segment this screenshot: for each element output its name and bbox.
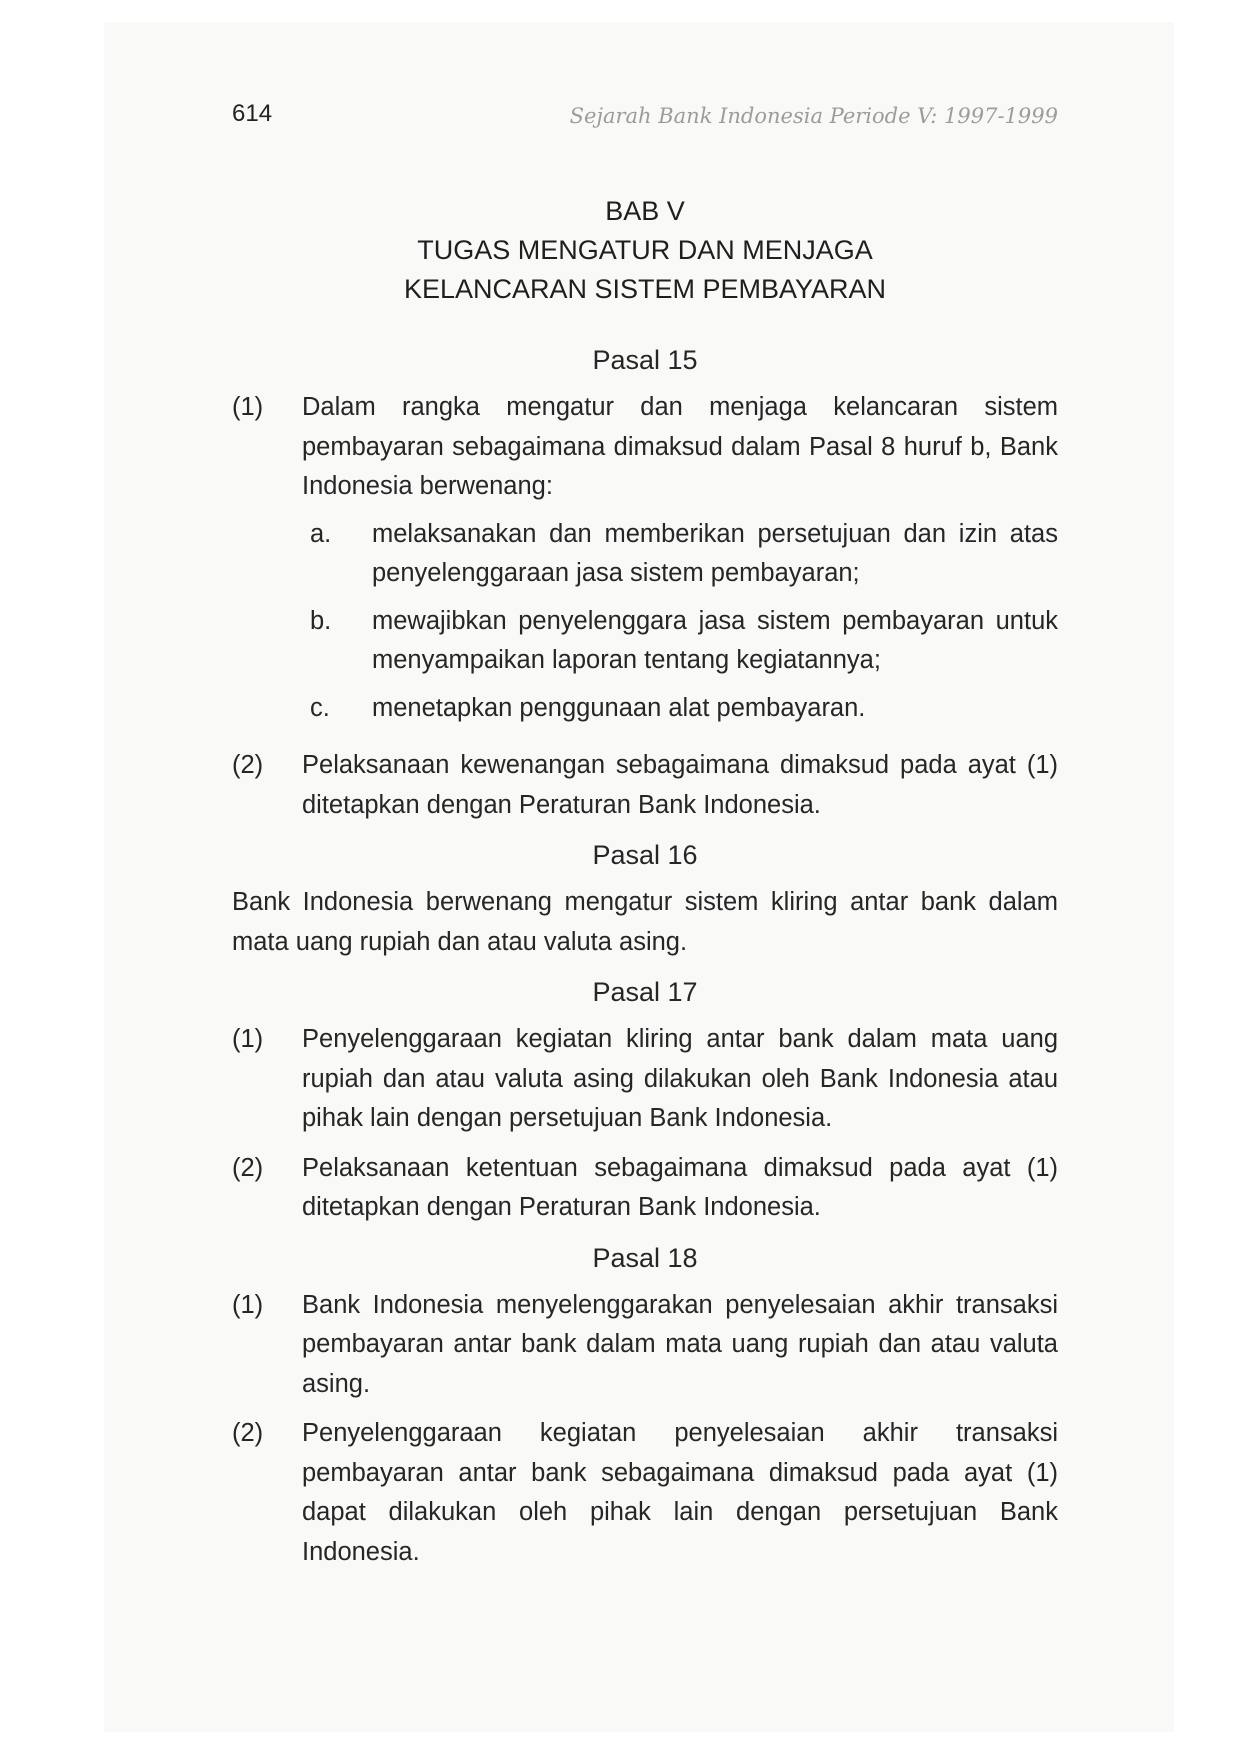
article-paragraph: Bank Indonesia berwenang mengatur sistem kliring antar bank dalam mata uang rupiah dan atau valuta asing. <box>232 888 1058 956</box>
clause-text: Pelaksanaan kewenangan sebagaimana dimaksud pada ayat (1) ditetapkan dengan Peraturan Bank Indonesia. <box>302 751 1058 819</box>
sub-item <box>310 515 1058 594</box>
clause <box>232 388 1058 736</box>
sub-item-letter: b. <box>310 606 332 635</box>
document-body <box>232 334 1058 1582</box>
clause-number: (1) <box>232 393 264 421</box>
clause <box>232 1286 1058 1405</box>
clause-number: (2) <box>232 751 264 779</box>
chapter-heading <box>232 192 1058 309</box>
clause-number: (1) <box>232 1025 264 1053</box>
clause-number: (2) <box>232 1153 264 1182</box>
article-pasal-16 <box>232 835 1058 962</box>
article-title: Pasal 18 <box>592 1242 698 1273</box>
sub-item <box>310 602 1058 681</box>
sub-item <box>310 689 1058 729</box>
clause-number: (1) <box>232 1290 264 1319</box>
clause <box>232 1149 1058 1228</box>
article-pasal-15 <box>232 340 1058 825</box>
clause <box>232 746 1058 825</box>
article-title: Pasal 15 <box>592 345 698 375</box>
clause-text: Pelaksanaan ketentuan sebagaimana dimaksud pada ayat (1) ditetapkan dengan Peraturan Bank Indonesia. <box>302 1153 1058 1221</box>
page-number: 614 <box>232 100 273 127</box>
clause-text: Bank Indonesia menyelenggarakan penyelesaian akhir transaksi pembayaran antar bank dalam mata uang rupiah dan atau valuta asing. <box>302 1290 1058 1398</box>
sub-item-letter: a. <box>310 519 332 548</box>
clause <box>232 1414 1058 1572</box>
article-pasal-18 <box>232 1238 1058 1573</box>
article-title: Pasal 16 <box>592 840 698 870</box>
running-title: Sejarah Bank Indonesia Periode V: 1997-1999 <box>569 104 1058 128</box>
clause-body <box>302 388 1058 736</box>
clause-text: Dalam rangka mengatur dan menjaga kelancaran sistem pembayaran sebagaimana dimaksud dalam Pasal 8 huruf b, Bank Indonesia berwenang: <box>302 393 1058 500</box>
chapter-title-line-2: KELANCARAN SISTEM PEMBAYARAN <box>403 274 887 304</box>
chapter-title-line-1: TUGAS MENGATUR DAN MENJAGA <box>417 235 873 265</box>
sub-item-text: menetapkan penggunaan alat pembayaran. <box>372 693 866 722</box>
chapter-number: BAB V <box>605 196 685 226</box>
sub-item-letter: c. <box>310 693 330 722</box>
sub-item-text: melaksanakan dan memberikan persetujuan dan izin atas penyelenggaraan jasa sistem pembayaran; <box>372 519 1058 587</box>
clause-number: (2) <box>232 1419 264 1447</box>
clause-text: Penyelenggaraan kegiatan penyelesaian akhir transaksi pembayaran antar bank sebagaimana dimaksud pada ayat (1) dapat dilakukan oleh pihak lain dengan persetujuan Bank Indonesia. <box>302 1419 1058 1566</box>
sub-item-text: mewajibkan penyelenggara jasa sistem pembayaran untuk menyampaikan laporan tentang kegiatannya; <box>372 606 1058 674</box>
clause <box>232 1020 1058 1139</box>
clause-text: Penyelenggaraan kegiatan kliring antar bank dalam mata uang rupiah dan atau valuta asing dilakukan oleh Bank Indonesia atau pihak lain dengan persetujuan Bank Indonesia. <box>302 1025 1058 1132</box>
article-pasal-17 <box>232 972 1058 1228</box>
sub-item-list <box>302 515 1058 729</box>
article-title: Pasal 17 <box>592 977 698 1007</box>
page-header <box>232 100 1058 140</box>
